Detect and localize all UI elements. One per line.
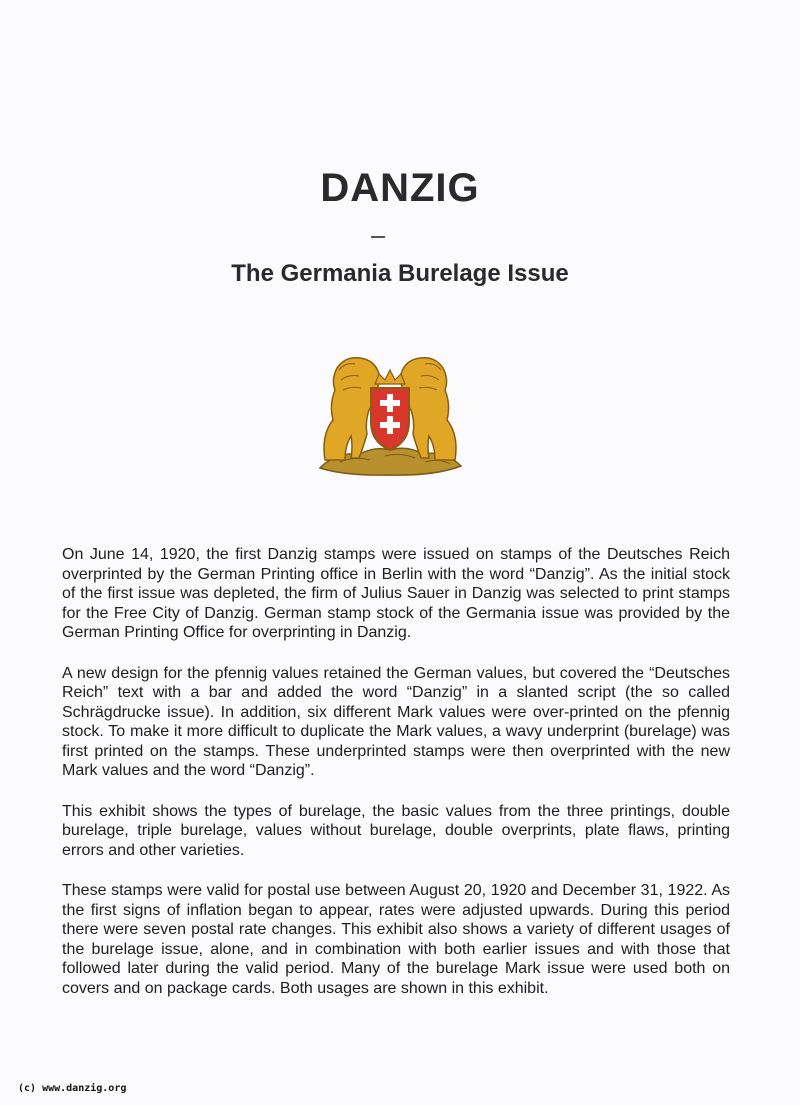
paragraph-3: This exhibit shows the types of burelage, the basic values from the three printings, double burelage, triple burelage, values without burelage, double overprints, plate flaws, printing errors and other varieties. — [62, 802, 730, 859]
paragraph-4: These stamps were valid for postal use between August 20, 1920 and December 31, 1922. As the first signs of inflation began to appear, rates were adjusted upwards. During this period there were seven postal rate changes. This exhibit also shows a variety of different usages of the burelage issue, alone, and in combination with both earlier issues and with those that followed later during the valid period. Many of the burelage Mark issue were used both on covers and on package cards. Both usages are shown in this exhibit. — [62, 882, 730, 997]
crown — [375, 370, 405, 384]
danzig-coat-of-arms-icon — [315, 350, 465, 480]
page-title: DANZIG — [320, 166, 480, 210]
title-divider — [371, 236, 385, 238]
paragraph-1: On June 14, 1920, the first Danzig stamps were issued on stamps of the Deutsches Reich overprinted by the German Printing office in Berlin with the word “Danzig”. As the initial stock of the first issue was depleted, the firm of Julius Sauer in Danzig was selected to print stamps for the Free City of Danzig. German stamp stock of the Germania issue was provided by the German Printing Office for overprinting in Danzig. — [62, 546, 730, 641]
copyright-footer: (c) www.danzig.org — [18, 1083, 127, 1094]
page-subtitle: The Germania Burelage Issue — [231, 260, 569, 287]
paragraph-2: A new design for the pfennig values retained the German values, but covered the “Deutsches Reich” text with a bar and added the word “Danzig” in a slanted script (the so called Schrägdrucke issue). In addition, six different Mark values were over-printed on the pfennig stock. To make it more difficult to duplicate the Mark values, a wavy underprint (burelage) was first printed on the stamps. These underprinted stamps were then overprinted with the new Mark values and the word “Danzig”. — [62, 664, 730, 779]
body-text — [62, 545, 730, 1019]
